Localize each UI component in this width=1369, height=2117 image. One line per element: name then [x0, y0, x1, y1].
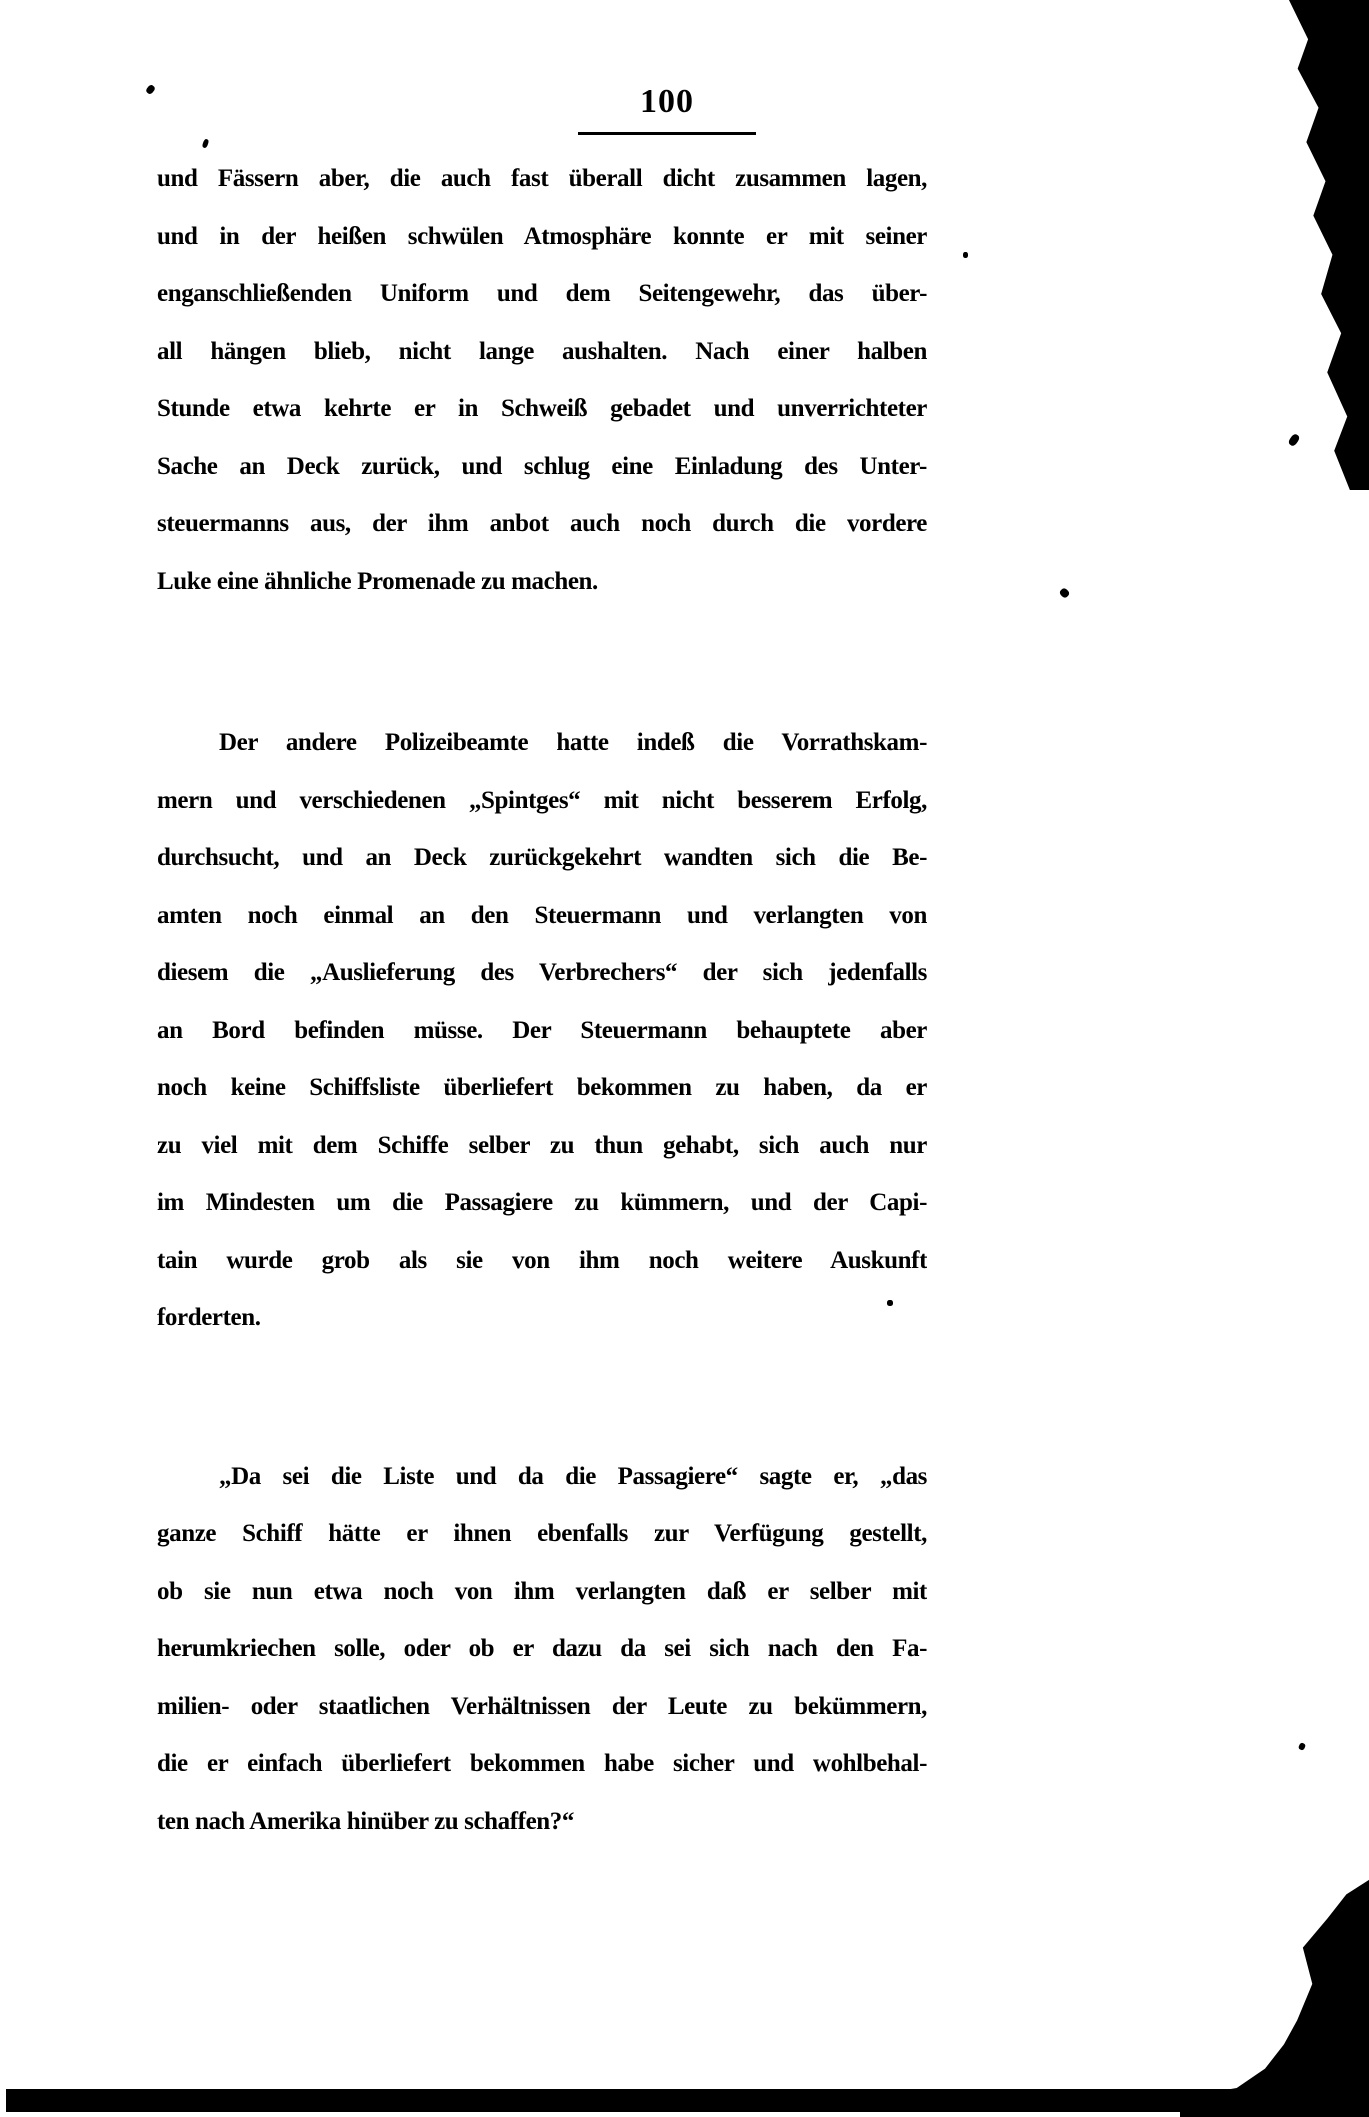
text-line: ten nach Amerika hinüber zu schaffen?“ [157, 1807, 575, 1835]
scan-artifact-bottom-bar [6, 2089, 1369, 2112]
text-line: und Fässern aber, die auch fast überall dicht zusammen lagen, [157, 165, 927, 192]
paragraph-1 [157, 150, 927, 610]
text-line: ganze Schiff hätte er ihnen ebenfalls zur Verfügung gestellt, [157, 1520, 927, 1547]
scan-artifact-right-edge [1282, 0, 1369, 490]
text-line: forderten. [157, 1304, 261, 1331]
text-line: die er einfach überliefert bekommen habe sicher und wohlbehal- [157, 1750, 927, 1777]
text-line: an Bord befinden müsse. Der Steuermann behauptete aber [157, 1016, 927, 1044]
text-line: tain wurde grob als sie von ihm noch weitere Auskunft [157, 1246, 927, 1274]
ink-speck [1287, 433, 1300, 447]
ink-speck [963, 252, 968, 258]
text-line: all hängen blieb, nicht lange aushalten. Nach einer halben [157, 337, 927, 365]
text-line: herumkriechen solle, oder ob er dazu da sei sich nach den Fa- [157, 1635, 927, 1662]
text-line: Sache an Deck zurück, und schlug eine Einladung des Unter- [157, 452, 927, 480]
text-line: durchsucht, und an Deck zurückgekehrt wandten sich die Be- [157, 844, 927, 871]
text-line: und in der heißen schwülen Atmosphäre konnte er mit seiner [157, 222, 927, 250]
text-line: ob sie nun etwa noch von ihm verlangten daß er selber mit [157, 1577, 927, 1605]
text-line: enganschließenden Uniform und dem Seitengewehr, das über- [157, 280, 927, 307]
text-line: Der andere Polizeibeamte hatte indeß die Vorrathskam- [219, 729, 927, 756]
text-line: „Da sei die Liste und da die Passagiere“ sagte er, „das [219, 1462, 927, 1490]
scan-artifact-bottom-right-blob [1180, 1875, 1369, 2117]
text-line: im Mindesten um die Passagiere zu kümmern, und der Capi- [157, 1189, 927, 1216]
ink-speck [145, 84, 156, 95]
text-line: diesem die „Auslieferung des Verbrechers“ der sich jedenfalls [157, 959, 927, 986]
text-line: amten noch einmal an den Steuermann und verlangten von [157, 901, 927, 929]
ink-speck [1058, 587, 1070, 599]
text-line: Luke eine ähnliche Promenade zu machen. [157, 567, 598, 595]
text-line: steuermanns aus, der ihm anbot auch noch durch die vordere [157, 510, 927, 537]
ink-speck [1298, 1742, 1306, 1751]
text-line: zu viel mit dem Schiffe selber zu thun gehabt, sich auch nur [157, 1131, 927, 1159]
text-line: milien- oder staatlichen Verhältnissen der Leute zu bekümmern, [157, 1692, 927, 1720]
text-line: mern und verschiedenen „Spintges“ mit nicht besserem Erfolg, [157, 786, 927, 814]
paragraph-3 [157, 1448, 927, 1851]
paragraph-2 [157, 714, 927, 1347]
text-block [157, 0, 927, 1850]
text-line: Stunde etwa kehrte er in Schweiß gebadet und unverrichteter [157, 395, 927, 422]
text-line: noch keine Schiffsliste überliefert bekommen zu haben, da er [157, 1074, 927, 1101]
ink-speck [887, 1300, 893, 1306]
page-number: 100 [640, 83, 694, 120]
